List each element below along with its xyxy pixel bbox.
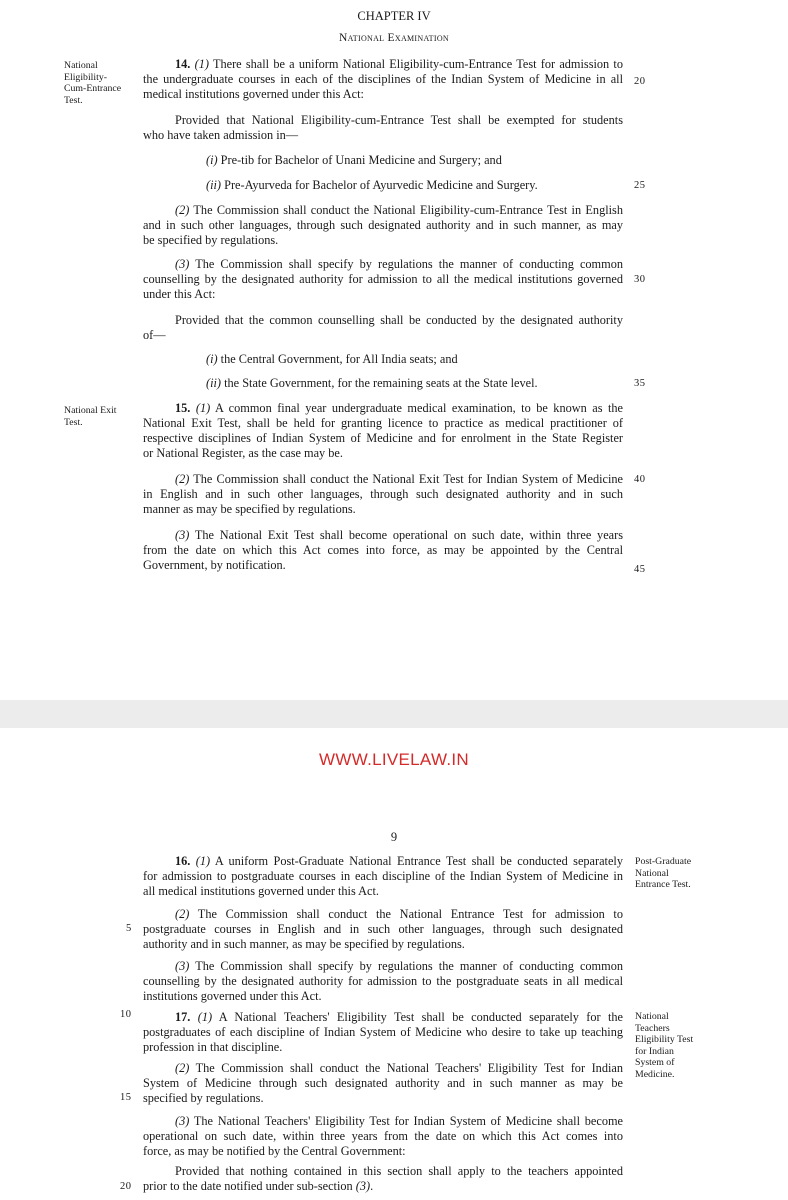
chapter-heading: CHAPTER IV bbox=[357, 9, 431, 23]
watermark-text: WWW.LIVELAW.IN bbox=[319, 750, 469, 769]
chapter-title: National Examination bbox=[339, 32, 449, 44]
section-16-sub-3: (3) The Commission shall specify by regulations the manner of conducting common counselling by the designated authority for admission to the postgraduate seats in all medical institutions governed under this Act. bbox=[143, 959, 623, 1003]
document-page-lower bbox=[0, 728, 788, 1200]
line-number: 5 bbox=[126, 923, 132, 934]
page-number: 9 bbox=[390, 830, 398, 844]
line-number: 20 bbox=[120, 1181, 132, 1192]
section-number: 17. bbox=[175, 1010, 191, 1024]
section-17-sub-2: (2) The Commission shall conduct the National Teachers' Eligibility Test for Indian System of Medicine through such designated authority and in such manner as may be specified by regulations. bbox=[143, 1061, 623, 1105]
section-14-sub-1: 14. (1) There shall be a uniform National Eligibility-cum-Entrance Test for admission to the undergraduate courses in each of the disciplines of the Indian System of Medicine in all medical institutions governed under this Act: bbox=[143, 57, 623, 101]
margin-note-neet: National Eligibility- Cum-Entrance Test. bbox=[64, 60, 122, 106]
section-14-proviso-2: Provided that the common counselling shall be conducted by the designated authority of— bbox=[143, 313, 623, 342]
section-15-sub-1: 15. (1) A common final year undergraduate medical examination, to be known as the National Exit Test, shall be held for granting licence to practice as medical practitioner of respective disciplines of Indian System of Medicine and for enrolment in the State Register or National Register, as the case may be. bbox=[143, 401, 623, 460]
margin-note-teachers-test: National Teachers Eligibility Test for Indian System of Medicine. bbox=[635, 1011, 694, 1080]
section-15-sub-2: (2) The Commission shall conduct the National Exit Test for Indian System of Medicine in English and in such other languages, through such designated authority and in such manner as may be specified by regulations. bbox=[143, 472, 623, 516]
section-17-sub-3: (3) The National Teachers' Eligibility Test for Indian System of Medicine shall become operational on such date, within three years from the date on which this Act comes into force, as may be notified by the Central Government: bbox=[143, 1114, 623, 1158]
section-number: 16. bbox=[175, 854, 191, 868]
section-17-sub-1: 17. (1) A National Teachers' Eligibility Test shall be conducted separately for the postgraduates of each discipline of Indian System of Medicine who desire to take up teaching profession in that discipline. bbox=[143, 1010, 624, 1054]
line-number: 15 bbox=[120, 1092, 132, 1103]
line-number: 35 bbox=[634, 378, 646, 389]
proviso-item: (i) Pre-tib for Bachelor of Unani Medicine and Surgery; and bbox=[206, 153, 502, 167]
proviso-item: (ii) Pre-Ayurveda for Bachelor of Ayurvedic Medicine and Surgery. bbox=[206, 178, 538, 192]
line-number: 45 bbox=[634, 564, 646, 575]
section-number: 15. bbox=[175, 401, 191, 415]
section-14-sub-3: (3) The Commission shall specify by regulations the manner of conducting common counselling by the designated authority for admission to all the medical institutions governed under this Act: bbox=[143, 257, 623, 301]
margin-note-pg-entrance: Post-Graduate National Entrance Test. bbox=[635, 856, 692, 890]
section-number: 14. bbox=[175, 57, 191, 71]
page-separator bbox=[0, 700, 788, 728]
margin-note-exit-test: National Exit Test. bbox=[64, 405, 117, 428]
section-14-proviso-1: Provided that National Eligibility-cum-Entrance Test shall be exempted for students who have taken admission in— bbox=[143, 113, 623, 142]
section-15-sub-3: (3) The National Exit Test shall become operational on such date, within three years from the date on which this Act comes into force, as may be appointed by the Central Government, by notification. bbox=[143, 528, 623, 572]
line-number: 10 bbox=[120, 1009, 132, 1020]
section-17-proviso: Provided that nothing contained in this section shall apply to the teachers appointed prior to the date notified under sub-section (3). bbox=[143, 1164, 623, 1193]
line-number: 30 bbox=[634, 274, 646, 285]
line-number: 25 bbox=[634, 180, 646, 191]
section-14-sub-2: (2) The Commission shall conduct the National Eligibility-cum-Entrance Test in English and in such other languages, through such designated authority and in such manner, as may be specified by regulations. bbox=[143, 203, 623, 247]
line-number: 40 bbox=[634, 474, 646, 485]
proviso-item: (i) the Central Government, for All India seats; and bbox=[206, 352, 458, 366]
section-16-sub-2: (2) The Commission shall conduct the National Entrance Test for admission to postgraduate courses in English and in such other languages, through such designated authority and in such manner, as may be specified by regulations. bbox=[143, 907, 623, 951]
proviso-item: (ii) the State Government, for the remaining seats at the State level. bbox=[206, 376, 538, 390]
section-16-sub-1: 16. (1) A uniform Post-Graduate National Entrance Test shall be conducted separately for admission to postgraduate courses in each discipline of the Indian System of Medicine in all medical institutions governed under this Act. bbox=[143, 854, 623, 898]
line-number: 20 bbox=[634, 76, 646, 87]
